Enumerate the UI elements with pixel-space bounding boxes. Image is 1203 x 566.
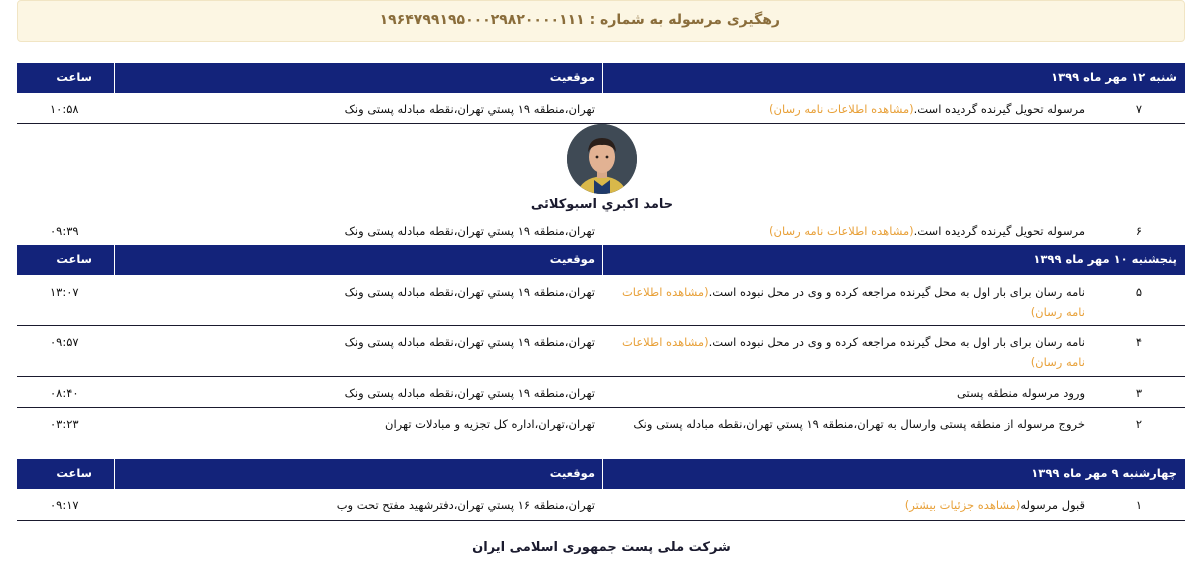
courier-info-link[interactable]: (مشاهده اطلاعات نامه رسان) — [621, 335, 1085, 369]
event-row-4 — [17, 326, 1185, 377]
event-row-2 — [17, 408, 1185, 458]
column-time: ساعت — [56, 466, 92, 480]
section-date: پنجشنبه ۱۰ مهر ماه ۱۳۹۹ — [1033, 252, 1177, 266]
event-description: مرسوله تحویل گیرنده گردیده است.(مشاهده اطلاعات نامه رسان) — [769, 224, 1085, 238]
event-row-5 — [17, 275, 1185, 326]
event-time: ۰۹:۱۷ — [50, 498, 79, 512]
courier-name: حامد اکبري اسبوکلائی — [530, 197, 674, 212]
column-location: موقعیت — [549, 252, 595, 266]
event-description: نامه رسان برای بار اول به محل گیرنده مراجعه کرده و وی در محل نبوده است.(مشاهده اطلاعات نامه رسان) — [621, 335, 1085, 369]
section-header-3 — [17, 459, 1185, 489]
event-number: ۲ — [1135, 417, 1142, 431]
more-details-link[interactable]: (مشاهده جزئیات بیشتر) — [904, 498, 1021, 512]
event-number: ۳ — [1135, 386, 1142, 400]
event-time: ۱۳:۰۷ — [50, 285, 79, 299]
column-location: موقعیت — [549, 466, 595, 480]
event-location: تهران،منطقه ۱۶ پستي تهران،دفترشهید مفتح تحت وب — [336, 498, 595, 512]
section-header-2 — [17, 245, 1185, 275]
event-location: تهران،منطقه ۱۹ پستي تهران،نقطه مبادله پستی ونک — [344, 335, 595, 349]
event-number: ۵ — [1135, 285, 1142, 299]
event-time: ۰۹:۵۷ — [50, 335, 79, 349]
section-date: چهارشنبه ۹ مهر ماه ۱۳۹۹ — [1031, 466, 1177, 480]
event-time: ۰۸:۴۰ — [50, 386, 79, 400]
event-time: ۱۰:۵۸ — [50, 102, 79, 116]
event-description: ورود مرسوله منطقه پستی — [956, 386, 1085, 400]
section-header-1 — [17, 63, 1185, 93]
event-row-7 — [17, 93, 1185, 124]
event-location: تهران،تهران،اداره کل تجزیه و مبادلات تهران — [385, 417, 595, 431]
tracking-title: رهگیری مرسوله به شماره : ۱۹۶۴۷۹۹۱۹۵۰۰۰۲۹۸۲۰۰۰۰۱۱۱ — [379, 12, 780, 28]
event-row-3 — [17, 377, 1185, 408]
column-location: موقعیت — [549, 70, 595, 84]
section-date: شنبه ۱۲ مهر ماه ۱۳۹۹ — [1051, 70, 1177, 84]
event-number: ۷ — [1135, 102, 1142, 116]
courier-info-link[interactable]: (مشاهده اطلاعات نامه رسان) — [769, 102, 914, 116]
event-description: نامه رسان برای بار اول به محل گیرنده مراجعه کرده و وی در محل نبوده است.(مشاهده اطلاعات نامه رسان) — [621, 285, 1085, 319]
event-location: تهران،منطقه ۱۹ پستي تهران،نقطه مبادله پستی ونک — [344, 386, 595, 400]
courier-info-link[interactable]: (مشاهده اطلاعات نامه رسان) — [621, 285, 1085, 319]
event-description: مرسوله تحویل گیرنده گردیده است.(مشاهده اطلاعات نامه رسان) — [769, 102, 1085, 116]
event-row-6 — [17, 218, 1185, 244]
event-location: تهران،منطقه ۱۹ پستي تهران،نقطه مبادله پستی ونک — [344, 285, 595, 299]
column-time: ساعت — [56, 70, 92, 84]
footer-company-name: شرکت ملی پست جمهوری اسلامی ایران — [472, 540, 731, 555]
event-description: خروج مرسوله از منطقه پستی وارسال به تهران،منطقه ۱۹ پستي تهران،نقطه مبادله پستی ونک — [633, 417, 1085, 431]
event-location: تهران،منطقه ۱۹ پستي تهران،نقطه مبادله پستی ونک — [344, 102, 595, 116]
courier-info-link[interactable]: (مشاهده اطلاعات نامه رسان) — [769, 224, 914, 238]
event-number: ۴ — [1135, 335, 1142, 349]
tracking-banner — [17, 0, 1185, 42]
event-time: ۰۳:۲۳ — [50, 417, 79, 431]
event-number: ۶ — [1135, 224, 1142, 238]
event-description: قبول مرسوله(مشاهده جزئیات بیشتر) — [904, 498, 1085, 512]
event-row-1 — [17, 489, 1185, 521]
column-time: ساعت — [56, 252, 92, 266]
event-time: ۰۹:۳۹ — [50, 224, 79, 238]
courier-avatar — [567, 124, 637, 194]
event-number: ۱ — [1135, 498, 1142, 512]
event-location: تهران،منطقه ۱۹ پستي تهران،نقطه مبادله پستی ونک — [344, 224, 595, 238]
